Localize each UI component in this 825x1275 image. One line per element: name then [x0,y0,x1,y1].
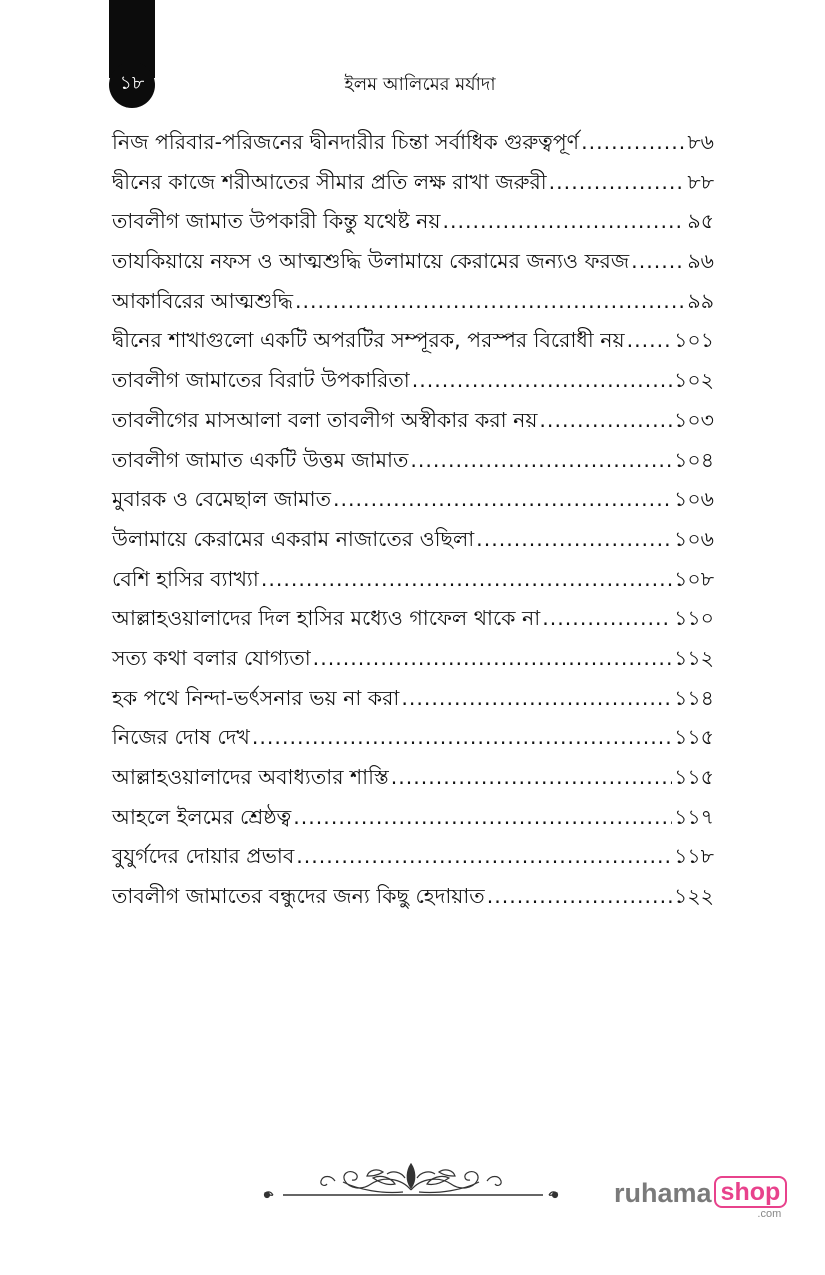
dot-leader [313,646,672,670]
toc-entry-title: নিজ পরিবার-পরিজনের দ্বীনদারীর চিন্তা সর্বাধিক গুরুত্বপূর্ণ [112,130,580,154]
logo-shop-wrap [714,1176,788,1220]
toc-entry-page: ১০৬ [674,487,714,512]
toc-entry [112,683,714,723]
toc-entry-page: ১০১ [674,328,714,353]
ruhamashop-logo [614,1176,787,1220]
dot-leader [401,686,672,710]
toc-entry-title: তাবলীগের মাসআলা বলা তাবলীগ অস্বীকার করা নয় [112,407,538,432]
dot-leader [631,249,685,273]
toc-entry [112,524,714,564]
toc-entry [112,484,714,524]
toc-entry-title: হক পথে নিন্দা-ভর্ৎসনার ভয় না করা [112,685,400,710]
page-number: ১৮ [119,72,145,94]
toc-entry-title: আল্লাহওয়ালাদের অবাধ্যতার শাস্তি [112,765,389,789]
toc-entry [112,564,714,604]
toc-entry [112,246,714,286]
toc-entry-page: ১০৮ [674,566,714,591]
dot-leader [542,606,672,630]
toc-entry-title: আল্লাহওয়ালাদের দিল হাসির মধ্যেও গাফেল থাকে না [112,606,541,631]
toc-entry-title: উলামায়ে কেরামের একরাম নাজাতের ওছিলা [112,526,475,551]
dot-leader [581,130,685,154]
logo-text-gray: ruhama [614,1178,712,1208]
dot-leader [296,844,672,868]
toc-entry-title: দ্বীনের কাজে শরীআতের সীমার প্রতি লক্ষ রাখা জরুরী [112,169,547,194]
toc-entry-page: ১০৩ [674,407,714,432]
toc-entry-page: ১১৪ [674,685,714,710]
dot-leader [295,289,685,313]
dot-leader [410,448,672,472]
toc-entry-title: নিজের দোষ দেখ [112,725,250,750]
dot-leader [442,209,685,233]
toc-entry [112,643,714,683]
footer-ornament [255,1158,567,1204]
page-number-badge [109,62,155,108]
toc-entry-title: সত্য কথা বলার যোগ্যতা [112,645,311,670]
toc-entry-page: ১১৮ [674,844,714,869]
toc-entry [112,206,714,246]
toc-entry [112,445,714,485]
toc-entry-page: ৯৯ [687,288,714,313]
toc-entry [112,841,714,881]
toc-entry [112,286,714,326]
toc-entry [112,603,714,643]
toc-entry-page: ১০৬ [674,526,714,551]
logo-suffix: .com [757,1208,782,1220]
toc-entry [112,762,714,802]
toc-entry-page: ৯৬ [687,249,714,274]
toc-entry [112,365,714,405]
toc-entry-page: ১১০ [674,606,714,631]
toc-entry-title: আকাবিরের আত্মশুদ্ধি [112,288,293,313]
dot-leader [333,487,672,511]
toc-entry [112,127,714,167]
toc-entry-title: তাবলীগ জামাতের বিরাট উপকারিতা [112,368,410,393]
logo-text-pink: shop [714,1176,788,1208]
toc-entry-page: ১০২ [674,368,714,393]
dot-leader [549,170,686,194]
dot-leader [261,567,672,591]
toc-entry-title: তাবলীগ জামাত উপকারী কিন্তু যথেষ্ট নয় [112,209,441,234]
toc-entry [112,325,714,365]
toc-entry-page: ১১৫ [674,765,714,789]
dot-leader [476,527,672,551]
toc-entry-title: আহলে ইলমের শ্রেষ্ঠত্ব [112,804,292,829]
toc-entry-title: তাবলীগ জামাত একটি উত্তম জামাত [112,447,409,472]
toc-entry-page: ১০৪ [674,447,714,472]
dot-leader [627,328,672,352]
toc-entry [112,167,714,207]
toc-entry-title: তাবলীগ জামাতের বন্ধুদের জন্য কিছু হেদায়াত [112,884,485,909]
toc-entry-page: ১১২ [674,645,714,670]
table-of-contents [112,127,714,921]
toc-entry [112,881,714,921]
toc-entry-title: বেশি হাসির ব্যাখ্যা [112,566,259,591]
toc-entry [112,405,714,445]
toc-entry-title: দ্বীনের শাখাগুলো একটি অপরটির সম্পূরক, পরস্পর বিরোধী নয় [112,328,625,353]
dot-leader [391,765,672,789]
toc-entry-page: ৮৮ [687,169,714,194]
toc-entry-title: মুবারক ও বেমেছাল জামাত [112,487,331,512]
toc-entry [112,722,714,762]
dot-leader [539,408,672,432]
dot-leader [252,725,672,749]
toc-entry-page: ৮৬ [687,130,714,154]
toc-entry-page: ৯৫ [687,209,714,234]
toc-entry-page: ১১৭ [674,804,714,829]
toc-entry-page: ১১৫ [674,725,714,750]
toc-entry-title: তাযকিয়ায়ে নফস ও আত্মশুদ্ধি উলামায়ে কেরামের জন্যও ফরজ [112,249,630,274]
toc-entry-page: ১২২ [674,884,714,909]
toc-entry-title: বুযুর্গদের দোয়ার প্রভাব [112,844,295,869]
toc-entry [112,802,714,842]
dot-leader [293,805,672,829]
dot-leader [412,368,672,392]
running-title: ইলম আলিমের মর্যাদা [344,74,496,95]
dot-leader [487,884,672,908]
